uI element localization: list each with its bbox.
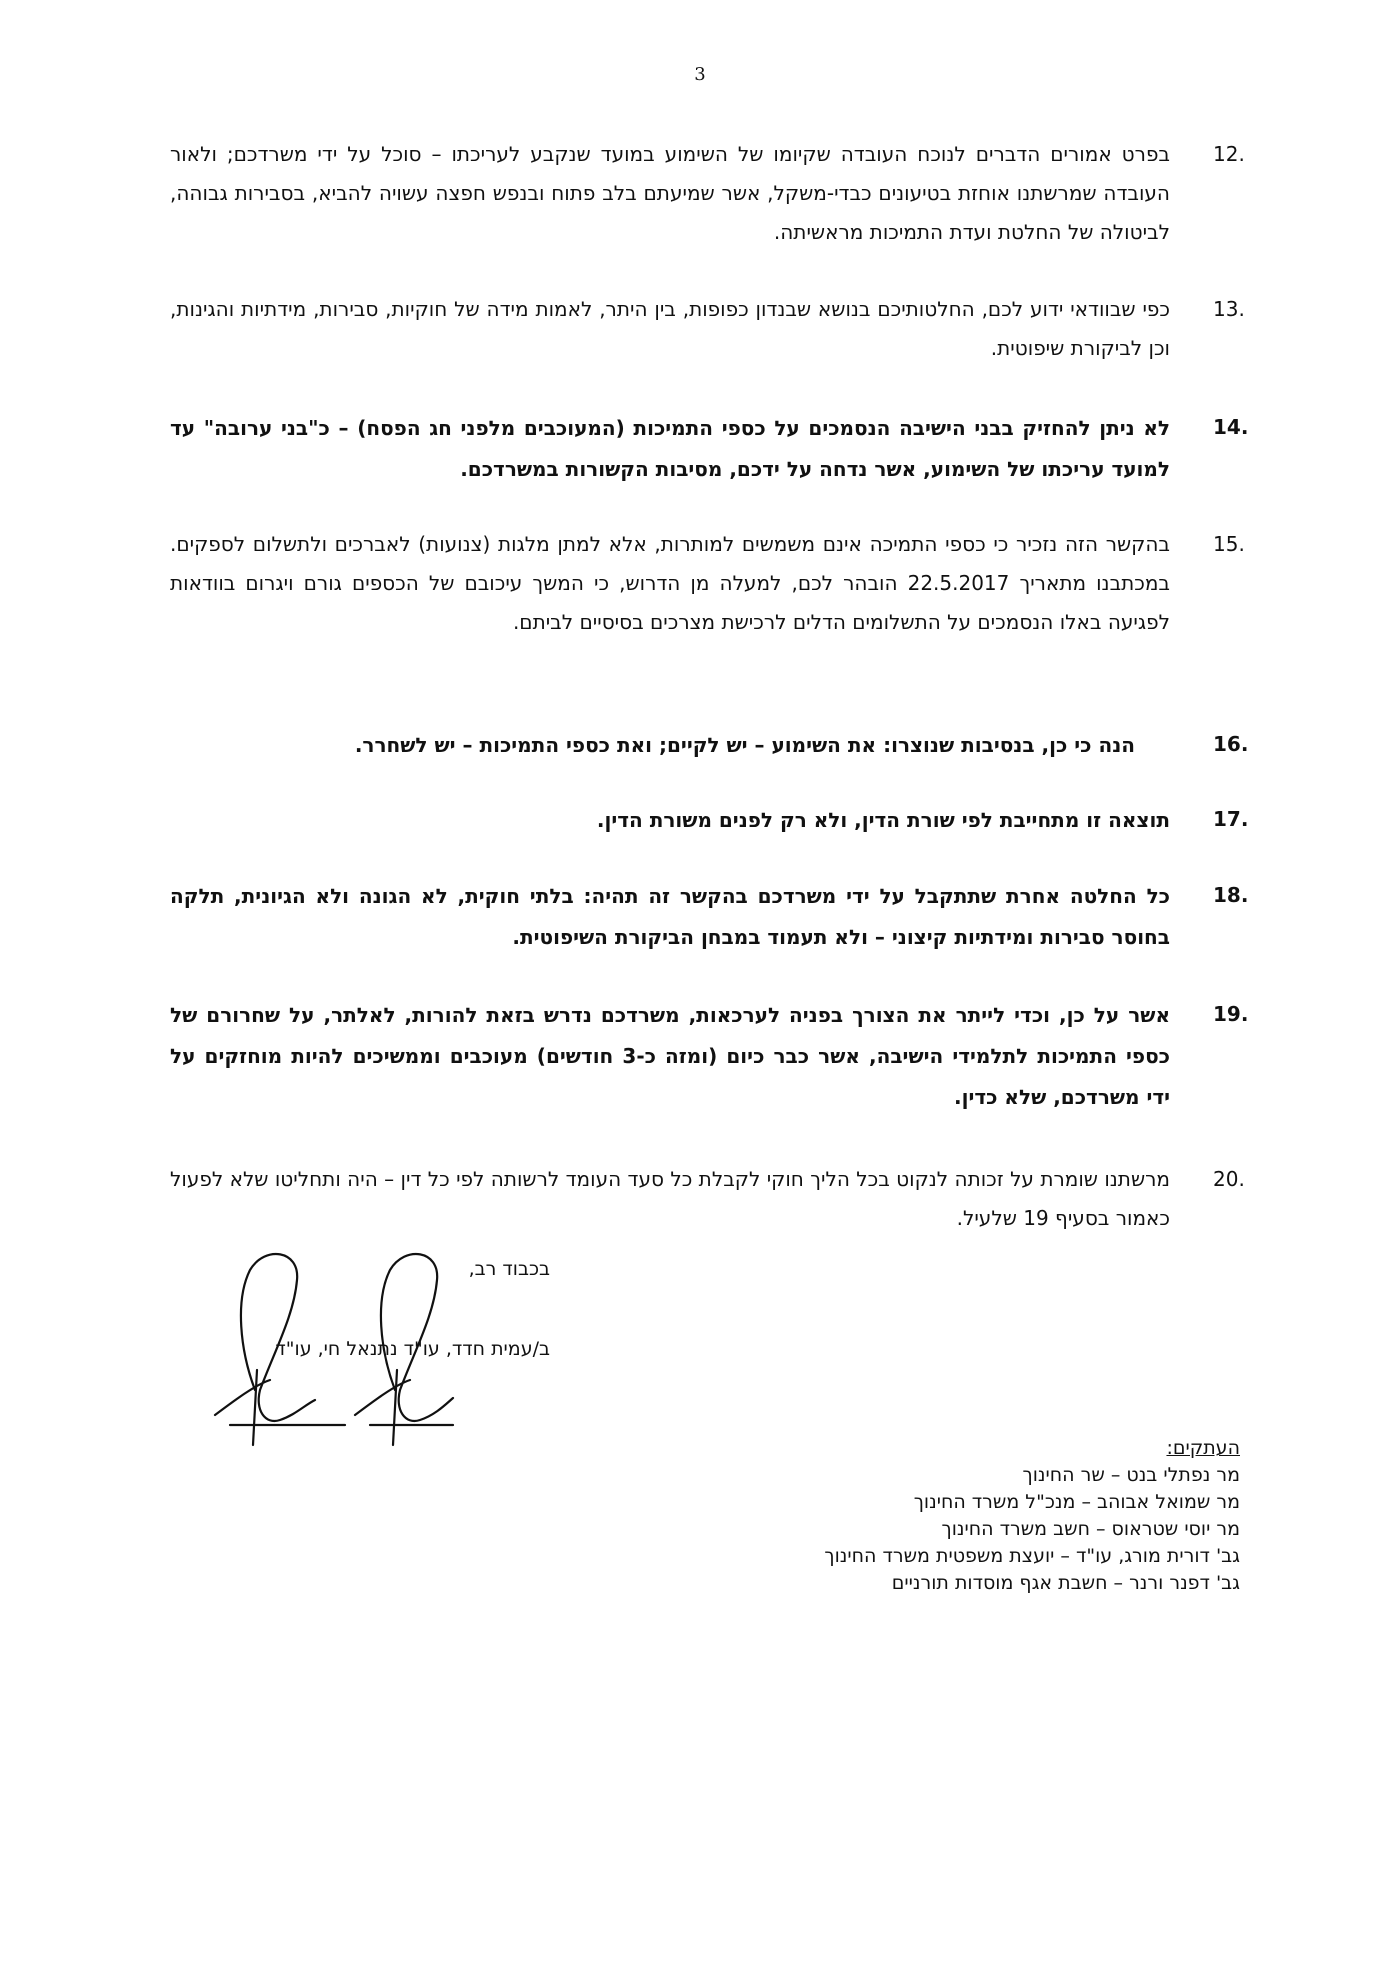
- paragraph-number: 19.: [1213, 1002, 1249, 1026]
- copies-block: [640, 1435, 1240, 1597]
- signatory-names: ב/עמית חדד, עו"ד נתנאל חי, עו"ד: [275, 1338, 550, 1360]
- copy-recipient: גב' דפנר ורנר – חשבת אגף מוסדות תורניים: [891, 1572, 1240, 1594]
- copy-recipient: מר שמואל אבוהב – מנכ"ל משרד החינוך: [913, 1491, 1240, 1513]
- paragraph-text: בפרט אמורים הדברים לנוכח העובדה שקיומו של השימוע במועד שנקבע לעריכתו – סוכל על ידי משרדכם; ולאור העובדה שמרשתנו אוחזת בטיעונים כבדי-משקל, אשר שמיעתם בלב פתוח ובנפש חפצה עשויה להביא, בסבירות גבוהה, לביטולה של החלטת ועדת התמיכות מראשיתה.: [170, 142, 1170, 244]
- closing-greeting: בכבוד רב,: [468, 1258, 550, 1280]
- paragraph-20: [170, 1160, 1245, 1240]
- paragraph-text: כל החלטה אחרת שתתקבל על ידי משרדכם בהקשר זה תהיה: בלתי חוקית, לא הגונה ולא הגיונית, תלקה בחוסר סבירות ומידתיות קיצוני – ולא תעמוד במבחן הביקורת השיפוטית.: [170, 884, 1170, 949]
- copy-recipient: מר יוסי שטראוס – חשב משרד החינוך: [941, 1518, 1240, 1540]
- paragraph-text: מרשתנו שומרת על זכותה לנקוט בכל הליך חוקי לקבלת כל סעד העומד לרשותה לפי כל דין – היה ותחליטו שלא לפעול כאמור בסעיף 19 שלעיל.: [170, 1167, 1170, 1230]
- paragraph-13: [170, 290, 1245, 370]
- paragraph-14: [170, 408, 1249, 492]
- paragraph-text: אשר על כן, וכדי לייתר את הצורך בפניה לערכאות, משרדכם נדרש בזאת להורות, לאלתר, על שחרורם של כספי התמיכות לתלמידי הישיבה, אשר כבר כיום (ומזה כ-3 חודשים) מעוכבים וממשיכים להיות מוחזקים על ידי משרדכם, שלא כדין.: [170, 1003, 1170, 1109]
- paragraph-number: 13.: [1213, 297, 1245, 321]
- paragraph-number: 14.: [1213, 415, 1249, 439]
- page-number: 3: [694, 64, 706, 85]
- paragraph-text: תוצאה זו מתחייבת לפי שורת הדין, ולא רק לפנים משורת הדין.: [596, 808, 1170, 832]
- paragraph-17: [170, 800, 1249, 842]
- paragraph-number: 12.: [1213, 142, 1245, 166]
- copies-title: העתקים:: [1166, 1437, 1240, 1459]
- paragraph-number: 16.: [1213, 732, 1249, 756]
- paragraph-18: [170, 876, 1249, 960]
- paragraph-number: 17.: [1213, 807, 1249, 831]
- paragraph-number: 20.: [1213, 1167, 1245, 1191]
- paragraph-text: הנה כי כן, בנסיבות שנוצרו: את השימוע – יש לקיים; ואת כספי התמיכות – יש לשחרר.: [354, 733, 1135, 757]
- paragraph-12: [170, 135, 1245, 255]
- paragraph-16: [170, 725, 1249, 767]
- paragraph-text: לא ניתן להחזיק בבני הישיבה הנסמכים על כספי התמיכות (המעוכבים מלפני חג הפסח) – כ"בני ערובה" עד למועד עריכתו של השימוע, אשר נדחה על ידכם, מסיבות הקשורות במשרדכם.: [170, 416, 1170, 481]
- paragraph-number: 18.: [1213, 883, 1249, 907]
- paragraph-19: [170, 995, 1249, 1121]
- paragraph-number: 15.: [1213, 532, 1245, 556]
- copy-recipient: מר נפתלי בנט – שר החינוך: [1022, 1464, 1240, 1486]
- paragraph-15: [170, 525, 1245, 685]
- copy-recipient: גב' דורית מורג, עו"ד – יועצת משפטית משרד החינוך: [824, 1545, 1240, 1567]
- paragraph-text: כפי שבוודאי ידוע לכם, החלטותיכם בנושא שבנדון כפופות, בין היתר, לאמות מידה של חוקיות, סבירות, מידתיות והגינות, וכן לביקורת שיפוטית.: [170, 297, 1170, 360]
- paragraph-text: בהקשר הזה נזכיר כי כספי התמיכה אינם משמשים למותרות, אלא למתן מלגות (צנועות) לאברכים ולתשלום לספקים. במכתבנו מתאריך 22.5.2017 הובהר לכם, למעלה מן הדרוש, כי המשך עיכובם של הכספים גורם ויגרום בוודאות לפגיעה באלו הנסמכים על התשלומים הדלים לרכישת מצרכים בסיסיים לביתם.: [170, 532, 1170, 634]
